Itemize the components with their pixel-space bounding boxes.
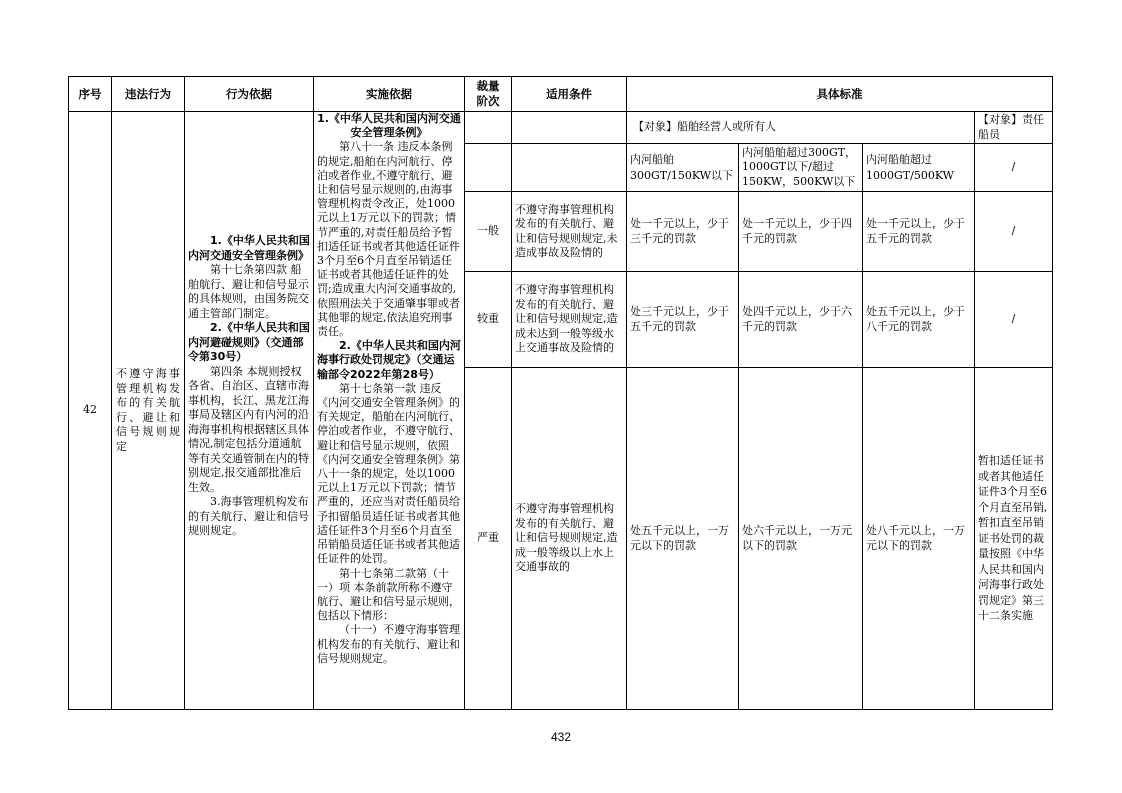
standard-cell: 处一千元以上，少于四千元的罚款 <box>739 192 863 272</box>
page-number: 432 <box>550 730 572 744</box>
impl-title-2: 2.《中华人民共和国内河海事行政处罚规定》（交通运输部令2022年第28号） <box>317 339 461 381</box>
header-condition: 适用条件 <box>512 77 627 112</box>
impl-para-2: 第十七条第一款 违反《内河交通安全管理条例》的有关规定，船舶在内河航行、停泊或者作业，不遵守航行、避让和信号显示规则，依照《内河交通安全管理条例》第八十一条的规定，处以1000元以上1万元以下罚款；情节严重的，还应当对责任船员给予扣留船员适任证书或者其他适任证件3个月至6个月直至吊销船员适任证书或者其他适任证件的处罚。 <box>317 381 460 566</box>
header-basis: 行为依据 <box>185 77 314 112</box>
standard-cell: / <box>975 272 1053 368</box>
cell-empty-level <box>465 112 512 144</box>
cell-seq: 42 <box>69 112 112 710</box>
basis-para-2: 第四条 本规则授权各省、自治区、直辖市海事机构，长江、黑龙江海事局及辖区内有内河的沿海海事机构根据辖区具体情况,制定包括分道通航等有关交通管制在内的特别规定,报交通部批准后生效。 <box>188 364 309 494</box>
tier-3: 内河船舶超过1000GT/500KW <box>863 144 975 192</box>
tier-2: 内河船舶超过300GT，1000GT以下/超过150KW，500KW以下 <box>739 144 863 192</box>
cell-impl <box>314 112 465 710</box>
standard-cell: 处一千元以上，少于三千元的罚款 <box>627 192 739 272</box>
impl-para-1: 第八十一条 违反本条例的规定,船舶在内河航行、停泊或者作业,不遵守航行、避让和信号显示规则的,由海事管理机构责令改正，处1000元以上1万元以下的罚款；情节严重的,对责任船员给予暂扣适任证书或者其他适任证件3个月至6个月直至吊销适任证书或者其他适任证件的处罚;造成重大内河交通事故的,依照刑法关于交通肇事罪或者其他罪的规定,依法追究刑事责任。 <box>317 140 460 339</box>
header-row <box>69 77 1053 112</box>
level-condition: 不遵守海事管理机构发布的有关航行、避让和信号规则规定,未造成事故及险情的 <box>512 192 627 272</box>
header-impl: 实施依据 <box>314 77 465 112</box>
standard-cell: 处三千元以上，少于五千元的罚款 <box>627 272 739 368</box>
standard-cell: 处五千元以上，一万元以下的罚款 <box>627 368 739 710</box>
standard-cell: 处四千元以上，少于六千元的罚款 <box>739 272 863 368</box>
level-name: 一般 <box>465 192 512 272</box>
level-condition: 不遵守海事管理机构发布的有关航行、避让和信号规则规定,造成未达到一般等级水上交通事故及险情的 <box>512 272 627 368</box>
cell-empty-condition <box>512 112 627 144</box>
standard-cell: 处一千元以上，少于五千元的罚款 <box>863 192 975 272</box>
standard-cell: 处八千元以上，一万元以下的罚款 <box>863 368 975 710</box>
basis-para-1: 第十七条第四款 船舶航行、避让和信号显示的具体规则，由国务院交通主管部门制定。 <box>188 263 309 320</box>
object-label: 【对象】船舶经营人或所有人 <box>627 112 975 144</box>
header-seq: 序号 <box>69 77 112 112</box>
basis-title-1: 1.《中华人民共和国内河交通安全管理条例》 <box>188 234 310 262</box>
object-row <box>69 112 1053 144</box>
tier-1: 内河船舶300GT/150KW以下 <box>627 144 739 192</box>
cell-empty-level-2 <box>465 144 512 192</box>
cell-behavior <box>112 112 185 710</box>
standard-cell: 处六千元以上，一万元以下的罚款 <box>739 368 863 710</box>
header-standard: 具体标准 <box>627 77 1053 112</box>
basis-para-3: 3.海事管理机构发布的有关航行、避让和信号规则规定。 <box>188 495 309 537</box>
object-label-2: 【对象】责任船员 <box>975 112 1053 144</box>
cell-empty-condition-2 <box>512 144 627 192</box>
level-condition: 不遵守海事管理机构发布的有关航行、避让和信号规则规定,造成一般等级以上水上交通事故的 <box>512 368 627 710</box>
standard-cell: 暂扣适任证书或者其他适任证件3个月至6个月直至吊销,暂扣直至吊销证书处罚的裁量按照《中华人民共和国内河海事行政处罚规定》第三十二条实施 <box>975 368 1053 710</box>
standard-cell: / <box>975 192 1053 272</box>
basis-title-2: 2.《中华人民共和国内河避碰规则》（交通部令第30号） <box>188 321 310 363</box>
impl-para-4: （十一）不遵守海事管理机构发布的有关航行、避让和信号规则规定。 <box>317 623 460 665</box>
impl-para-3: 第十七条第二款第（十一）项 本条前款所称不遵守航行、避让和信号显示规则，包括以下情形： <box>317 566 460 623</box>
standard-cell: 处五千元以上，少于八千元的罚款 <box>863 272 975 368</box>
level-name: 较重 <box>465 272 512 368</box>
impl-title-1: 1.《中华人民共和国内河交通安全管理条例》 <box>317 112 461 140</box>
header-level: 裁量阶次 <box>465 77 512 112</box>
behavior-text: 不遵守海事管理机构发布的有关航行、避让和信号规则规定 <box>116 367 180 453</box>
level-name: 严重 <box>465 368 512 710</box>
cell-basis <box>185 112 314 710</box>
header-behavior: 违法行为 <box>112 77 185 112</box>
penalty-table <box>68 76 1053 710</box>
tier-4: / <box>975 144 1053 192</box>
